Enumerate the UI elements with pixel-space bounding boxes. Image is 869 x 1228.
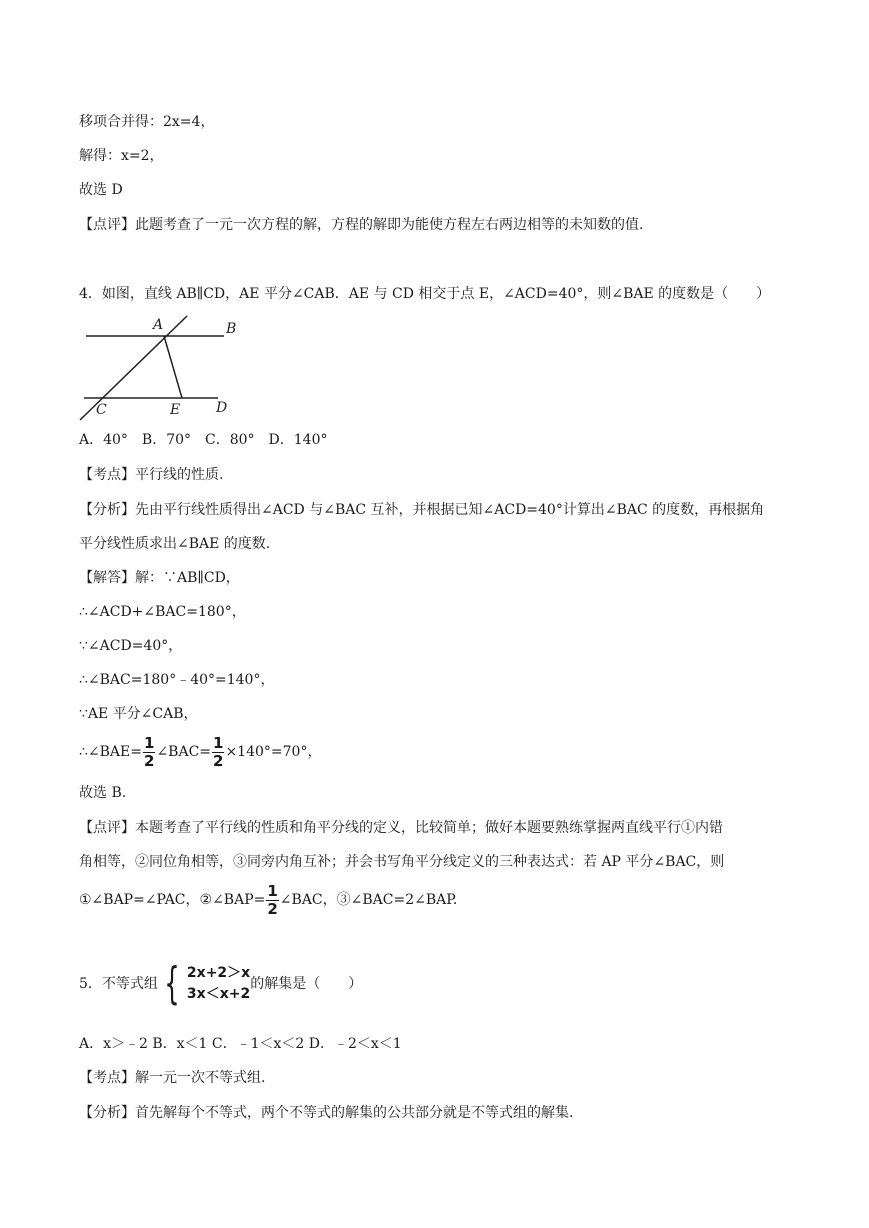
q3-comment: 【点评】此题考查了一元一次方程的解，方程的解即为能使方程左右两边相等的未知数的值.	[79, 217, 644, 233]
q5-question-prefix: 5．不等式组	[79, 976, 158, 992]
label-b: B	[226, 321, 237, 337]
q4-kaodian: 【考点】平行线的性质.	[79, 467, 224, 483]
fraction-half	[212, 733, 224, 770]
fraction-numerator: 1	[144, 733, 155, 752]
q5-question-suffix: 的解集是（ ）	[250, 976, 363, 992]
q4-fenxi-2: 平分线性质求出∠BAE 的度数.	[79, 536, 271, 552]
label-a: A	[153, 317, 164, 333]
q4-step-2: ∵∠ACD=40°，	[79, 638, 183, 654]
label-d: D	[216, 400, 228, 416]
comment3-prefix: ①∠BAP=∠PAC，②∠BAP=	[79, 892, 266, 908]
inequality-system	[158, 958, 251, 1009]
label-c: C	[96, 402, 107, 418]
q3-answer: 故选 D	[79, 182, 123, 198]
q5-options: A．x＞﹣2 B．x＜1 C．﹣1＜x＜2 D．﹣2＜x＜1	[79, 1036, 402, 1052]
fraction-numerator: 1	[213, 733, 224, 752]
geometry-figure	[78, 314, 243, 424]
q5-question	[79, 958, 363, 1009]
label-e: E	[170, 402, 181, 418]
q4-comment-1: 【点评】本题考查了平行线的性质和角平分线的定义，比较简单；做好本题要熟练掌握两直线平行①内错	[79, 820, 723, 836]
step5-middle: ∠BAC=	[156, 744, 212, 760]
inequality-1: 2x+2＞x	[186, 965, 251, 981]
inequality-2: 3x＜x+2	[186, 986, 251, 1002]
step5-prefix: ∴∠BAE=	[79, 744, 142, 760]
fraction-denominator: 2	[213, 751, 224, 770]
q3-step-combine: 移项合并得：2x=4，	[79, 114, 215, 130]
step5-suffix: ×140°=70°，	[225, 744, 322, 760]
q4-comment-2: 角相等，②同位角相等，③同旁内角互补；并会书写角平分线定义的三种表达式：若 AP 平分∠BAC，则	[79, 854, 725, 870]
fraction-denominator: 2	[144, 751, 155, 770]
q4-question: 4．如图，直线 AB∥CD，AE 平分∠CAB．AE 与 CD 相交于点 E，∠ACD=40°，则∠BAE 的度数是（ ）	[79, 286, 771, 302]
q4-step-4: ∵AE 平分∠CAB，	[79, 706, 198, 722]
brace-icon: {	[164, 958, 180, 1009]
fraction-denominator: 2	[267, 899, 278, 918]
q5-fenxi: 【分析】首先解每个不等式，两个不等式的解集的公共部分就是不等式组的解集.	[79, 1105, 574, 1121]
q4-options: A．40° B．70° C．80° D．140°	[79, 432, 328, 448]
fraction-numerator: 1	[267, 881, 278, 900]
q4-answer: 故选 B.	[79, 785, 127, 801]
q4-fenxi-1: 【分析】先由平行线性质得出∠ACD 与∠BAC 互补，并根据已知∠ACD=40°计算出∠BAC 的度数，再根据角	[79, 502, 765, 518]
fraction-half	[143, 733, 155, 770]
q3-step-solve: 解得：x=2，	[79, 148, 164, 164]
fraction-half	[266, 881, 278, 918]
q4-comment-3	[79, 882, 457, 918]
line-ae	[164, 336, 182, 398]
q4-step-1: ∴∠ACD+∠BAC=180°，	[79, 604, 246, 620]
q4-jieda: 【解答】解：∵AB∥CD，	[79, 570, 240, 586]
q5-kaodian: 【考点】解一元一次不等式组.	[79, 1070, 266, 1086]
comment3-suffix: ∠BAC，③∠BAC=2∠BAP.	[279, 892, 458, 908]
q4-step-5	[79, 734, 321, 770]
q4-step-3: ∴∠BAC=180°﹣40°=140°，	[79, 672, 275, 688]
